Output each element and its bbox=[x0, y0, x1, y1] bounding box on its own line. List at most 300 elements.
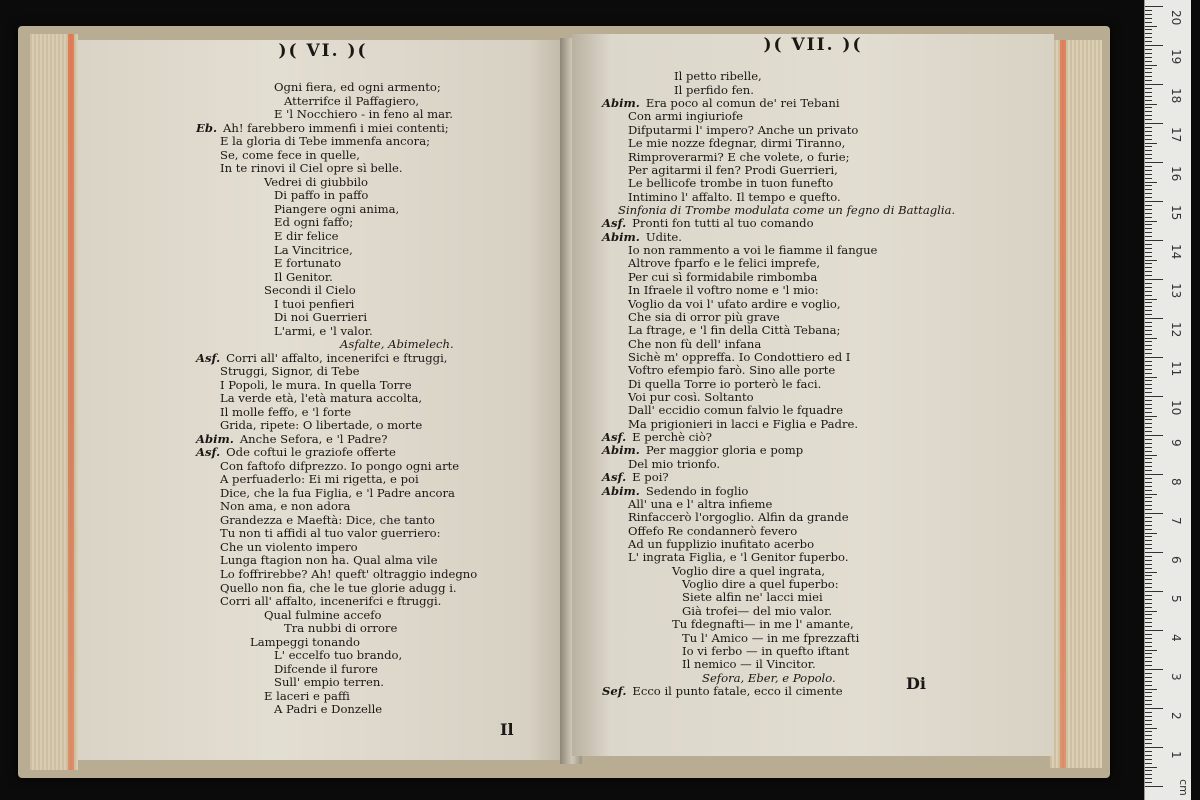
ruler-tick bbox=[1145, 400, 1152, 401]
verse-text: Vedrei di giubbilo bbox=[264, 174, 369, 189]
ruler-tick bbox=[1145, 408, 1152, 409]
ruler-tick bbox=[1145, 692, 1152, 693]
ruler-tick bbox=[1145, 302, 1152, 303]
ruler-tick bbox=[1145, 782, 1152, 783]
ruler-number: 11 bbox=[1169, 361, 1183, 377]
ruler-tick bbox=[1145, 252, 1152, 253]
verse-text: In te rinovi il Ciel opre sì belle. bbox=[220, 161, 403, 176]
verse-text: Se, come fece in quelle, bbox=[220, 147, 360, 162]
ruler-tick bbox=[1145, 650, 1157, 651]
verse-text: All' una e l' altra infieme bbox=[628, 496, 773, 511]
ruler-tick bbox=[1145, 88, 1152, 89]
verse-text: Di paffo in paffo bbox=[274, 188, 369, 203]
ruler-tick bbox=[1145, 720, 1152, 721]
ruler-tick bbox=[1145, 579, 1152, 580]
ruler-tick bbox=[1145, 447, 1152, 448]
verse-text: Tu fdegnafti— in me l' amante, bbox=[672, 617, 854, 632]
ruler-tick bbox=[1145, 26, 1157, 27]
speaker-label: Asf. bbox=[196, 350, 221, 365]
ruler-number: 14 bbox=[1169, 244, 1183, 260]
ruler-tick bbox=[1145, 330, 1152, 331]
ruler-tick bbox=[1145, 626, 1152, 627]
verse-text: E fortunato bbox=[274, 256, 342, 271]
ruler-tick bbox=[1145, 228, 1152, 229]
speaker-label: Sef. bbox=[602, 683, 627, 698]
ruler-tick bbox=[1145, 728, 1157, 729]
ruler-tick bbox=[1145, 599, 1152, 600]
verse-text: Atterrifce il Paffagiero, bbox=[284, 93, 420, 108]
ruler-tick bbox=[1145, 61, 1152, 62]
verse-text: Lunga ftagion non ha. Qual alma vile bbox=[220, 553, 438, 568]
verse-text: Grida, ripete: O libertade, o morte bbox=[220, 418, 423, 433]
ruler-tick bbox=[1145, 572, 1157, 573]
verse-text: Il nemico — il Vincitor. bbox=[682, 657, 816, 672]
ruler-tick bbox=[1145, 412, 1152, 413]
ruler-tick bbox=[1145, 166, 1152, 167]
ruler-tick bbox=[1145, 439, 1152, 440]
ruler-tick bbox=[1145, 497, 1152, 498]
ruler-tick bbox=[1145, 443, 1152, 444]
ruler-number: 15 bbox=[1169, 205, 1183, 221]
verse-text: Rinfaccerò l'orgoglio. Alfin da grande bbox=[628, 510, 849, 525]
ruler-tick bbox=[1145, 423, 1152, 424]
ruler-tick bbox=[1145, 575, 1152, 576]
verse-text: Del mio trionfo. bbox=[628, 456, 721, 471]
ruler-tick bbox=[1145, 92, 1152, 93]
ruler-number: 17 bbox=[1169, 127, 1183, 143]
ruler-tick bbox=[1145, 146, 1152, 147]
ruler-tick bbox=[1145, 583, 1152, 584]
ruler-number: 19 bbox=[1169, 49, 1183, 65]
ruler-tick bbox=[1145, 591, 1163, 592]
ruler-tick bbox=[1145, 267, 1152, 268]
ruler-tick bbox=[1145, 14, 1152, 15]
ruler-tick bbox=[1145, 751, 1152, 752]
ruler-tick bbox=[1145, 681, 1152, 682]
ruler-tick bbox=[1145, 334, 1152, 335]
verse-text: I tuoi penfieri bbox=[274, 296, 355, 311]
ruler-tick bbox=[1145, 224, 1152, 225]
ruler-tick bbox=[1145, 37, 1152, 38]
verse-text: Di quella Torre io porterò le faci. bbox=[628, 376, 822, 391]
ruler-tick bbox=[1145, 357, 1163, 358]
ruler-number: 18 bbox=[1169, 88, 1183, 104]
ruler-tick bbox=[1145, 189, 1152, 190]
ruler-tick bbox=[1145, 345, 1152, 346]
ruler-number: 3 bbox=[1169, 673, 1183, 681]
ruler-tick bbox=[1145, 622, 1152, 623]
ruler-tick bbox=[1145, 505, 1152, 506]
verse-text: Le bellicofe trombe in tuon funefto bbox=[628, 176, 834, 191]
ruler-tick bbox=[1145, 18, 1152, 19]
ruler-tick bbox=[1145, 275, 1152, 276]
ruler-tick bbox=[1145, 213, 1152, 214]
verse-text: Secondi il Cielo bbox=[264, 283, 356, 298]
verse-text: Le mie nozze fdegnar, dirmi Tiranno, bbox=[628, 136, 846, 151]
verse-text: Il molle feffo, e 'l forte bbox=[220, 404, 352, 419]
verse-text: Dall' eccidio comun falvio le fquadre bbox=[628, 403, 843, 418]
verse-text: Per maggior gloria e pomp bbox=[645, 443, 804, 458]
verse-text: Tu l' Amico — in me fprezzafti bbox=[682, 630, 860, 645]
ruler-tick bbox=[1145, 665, 1152, 666]
ruler-tick bbox=[1145, 568, 1152, 569]
ruler-tick bbox=[1145, 217, 1152, 218]
verse-text: Difputarmi l' impero? Anche un privato bbox=[628, 122, 859, 137]
catchword-right: Di bbox=[906, 674, 926, 693]
ruler-tick bbox=[1145, 478, 1152, 479]
ruler-tick bbox=[1145, 638, 1152, 639]
ruler-tick bbox=[1145, 29, 1152, 30]
ruler-tick bbox=[1145, 322, 1152, 323]
verse-text: Siete alfin ne' lacci miei bbox=[682, 590, 823, 605]
ruler-tick bbox=[1145, 131, 1152, 132]
verse-text: Con faftofo difprezzo. Io pongo ogni arte bbox=[220, 458, 460, 473]
ruler-tick bbox=[1145, 770, 1152, 771]
verse-text: Qual fulmine accefo bbox=[264, 607, 382, 622]
speaker-label: Abim. bbox=[602, 483, 640, 498]
ruler-number: 4 bbox=[1169, 634, 1183, 642]
ruler-number: 12 bbox=[1169, 322, 1183, 338]
verse-text: Ah! farebbero immenfi i miei contenti; bbox=[222, 120, 449, 135]
ruler-tick bbox=[1145, 45, 1163, 46]
ruler-tick bbox=[1145, 689, 1157, 690]
ruler-tick bbox=[1145, 661, 1152, 662]
ruler-tick bbox=[1145, 41, 1152, 42]
verse-text: L' eccelfo tuo brando, bbox=[274, 648, 403, 663]
ruler-tick bbox=[1145, 244, 1152, 245]
ruler-tick bbox=[1145, 365, 1152, 366]
ruler-tick bbox=[1145, 556, 1152, 557]
speaker-label: Eb. bbox=[196, 120, 217, 135]
ruler-tick bbox=[1145, 68, 1152, 69]
ruler-tick bbox=[1145, 587, 1152, 588]
stage-direction: Asfalte, Abimelech. bbox=[340, 337, 454, 352]
ruler-tick bbox=[1145, 377, 1157, 378]
ruler-tick bbox=[1145, 72, 1152, 73]
ruler-number: 1 bbox=[1169, 751, 1183, 759]
ruler-tick bbox=[1145, 735, 1152, 736]
speaker-label: Abim. bbox=[602, 96, 640, 111]
ruler-tick bbox=[1145, 100, 1152, 101]
ruler-tick bbox=[1145, 540, 1152, 541]
verse-text: E perchè ciò? bbox=[632, 430, 713, 445]
verse-text: Altrove fparfo e le felici imprefe, bbox=[628, 256, 821, 271]
ruler-tick bbox=[1145, 462, 1152, 463]
ruler-tick bbox=[1145, 326, 1152, 327]
ruler-tick bbox=[1145, 150, 1152, 151]
ruler-tick bbox=[1145, 178, 1152, 179]
ruler-tick bbox=[1145, 240, 1163, 241]
text-line bbox=[602, 684, 843, 700]
ruler-tick bbox=[1145, 739, 1152, 740]
ruler-tick bbox=[1145, 287, 1152, 288]
verse-text: L' ingrata Figlia, e 'l Genitor fuperbo. bbox=[628, 550, 849, 565]
verse-text: Io non rammento a voi le fiamme il fangue bbox=[628, 243, 878, 258]
ruler-number: 20 bbox=[1169, 10, 1183, 26]
ruler-tick bbox=[1145, 774, 1152, 775]
verse-text: Tu non ti affidi al tuo valor guerriero: bbox=[220, 526, 441, 541]
ruler-tick bbox=[1145, 435, 1163, 436]
verse-text: Pronti fon tutti al tuo comando bbox=[632, 216, 814, 231]
ruler-tick bbox=[1145, 111, 1152, 112]
ruler-tick bbox=[1145, 611, 1157, 612]
verse-text: Era poco al comun de' rei Tebani bbox=[645, 96, 840, 111]
verse-text: Corri all' affalto, incenerifci e ftruggi. bbox=[220, 594, 442, 609]
speaker-label: Asf. bbox=[602, 216, 627, 231]
ruler-tick bbox=[1145, 630, 1163, 631]
ruler-tick bbox=[1145, 513, 1163, 514]
ruler-tick bbox=[1145, 256, 1152, 257]
verse-text: Ode coftui le graziofe offerte bbox=[226, 445, 396, 460]
ruler-tick bbox=[1145, 33, 1152, 34]
ruler-tick bbox=[1145, 338, 1157, 339]
ruler-tick bbox=[1145, 123, 1163, 124]
ruler-tick bbox=[1145, 76, 1152, 77]
page-header-right: )( VII. )( bbox=[763, 35, 863, 55]
ruler-number: 13 bbox=[1169, 283, 1183, 299]
ruler-tick bbox=[1145, 22, 1152, 23]
ruler-tick bbox=[1145, 482, 1152, 483]
speaker-label: Abim. bbox=[602, 229, 640, 244]
verse-text: Voglio da voi l' ufato ardire e voglio, bbox=[628, 296, 841, 311]
ruler-tick bbox=[1145, 509, 1152, 510]
ruler-number: 10 bbox=[1169, 400, 1183, 416]
ruler-tick bbox=[1145, 763, 1152, 764]
verse-text: Piangere ogni anima, bbox=[274, 201, 400, 216]
verse-text: Il perfido fen. bbox=[674, 82, 754, 97]
ruler-tick bbox=[1145, 127, 1152, 128]
verse-text: E dir felice bbox=[274, 229, 339, 243]
verse-text: A perfuaderlo: Ei mi rigetta, e poi bbox=[220, 472, 419, 487]
ruler-tick bbox=[1145, 466, 1152, 467]
ruler-tick bbox=[1145, 260, 1157, 261]
ruler-tick bbox=[1145, 170, 1152, 171]
ruler-tick bbox=[1145, 743, 1152, 744]
ruler-tick bbox=[1145, 104, 1157, 105]
verse-text: E 'l Nocchiero - in feno al mar. bbox=[274, 107, 453, 122]
verse-text: Ed ogni faffo; bbox=[274, 215, 354, 230]
ruler-tick bbox=[1145, 419, 1152, 420]
verse-text: La ftrage, e 'l fin della Città Tebana; bbox=[628, 323, 841, 338]
ruler-tick bbox=[1145, 119, 1152, 120]
ruler-tick bbox=[1145, 96, 1152, 97]
ruler-tick bbox=[1145, 603, 1152, 604]
ruler-tick bbox=[1145, 6, 1163, 7]
ruler-tick bbox=[1145, 657, 1152, 658]
ruler-tick bbox=[1145, 299, 1157, 300]
ruler-tick bbox=[1145, 427, 1152, 428]
ruler-tick bbox=[1145, 755, 1152, 756]
ruler-tick bbox=[1145, 49, 1152, 50]
ruler-number: 7 bbox=[1169, 517, 1183, 525]
verse-text: E laceri e paffi bbox=[264, 688, 350, 703]
ruler-tick bbox=[1145, 747, 1163, 748]
ruler-tick bbox=[1145, 458, 1152, 459]
ruler-tick bbox=[1145, 451, 1152, 452]
ruler-unit: cm bbox=[1176, 779, 1190, 796]
verse-text: Che non fù dell' infana bbox=[628, 336, 762, 351]
verse-text: Che un violento impero bbox=[220, 539, 358, 554]
ruler-tick bbox=[1145, 716, 1152, 717]
verse-text: Il Genitor. bbox=[274, 269, 333, 284]
verse-text: Voglio dire a quel fuperbo: bbox=[682, 577, 839, 592]
ruler-tick bbox=[1145, 404, 1152, 405]
verse-text: Io vi ferbo — in quefto iftant bbox=[682, 643, 850, 658]
ruler-tick bbox=[1145, 53, 1152, 54]
ruler-tick bbox=[1145, 392, 1152, 393]
ruler-tick bbox=[1145, 416, 1157, 417]
ruler-tick bbox=[1145, 669, 1163, 670]
ruler-tick bbox=[1145, 595, 1152, 596]
verse-text: La Vincitrice, bbox=[274, 242, 353, 257]
ruler-tick bbox=[1145, 361, 1152, 362]
ruler-tick bbox=[1145, 295, 1152, 296]
ruler-tick bbox=[1145, 525, 1152, 526]
measuring-ruler bbox=[1144, 0, 1191, 800]
verse-text: Dice, che la fua Figlia, e 'l Padre ancora bbox=[220, 485, 455, 500]
speaker-label: Asf. bbox=[602, 430, 627, 445]
left-page bbox=[78, 40, 568, 760]
ruler-tick bbox=[1145, 201, 1163, 202]
ruler-tick bbox=[1145, 205, 1152, 206]
ruler-tick bbox=[1145, 162, 1163, 163]
ruler-tick bbox=[1145, 209, 1152, 210]
ruler-tick bbox=[1145, 564, 1152, 565]
ruler-tick bbox=[1145, 380, 1152, 381]
ruler-tick bbox=[1145, 174, 1152, 175]
ruler-tick bbox=[1145, 314, 1152, 315]
ruler-tick bbox=[1145, 310, 1152, 311]
verse-text: Grandezza e Maeftà: Dice, che tanto bbox=[220, 512, 435, 527]
ruler-tick bbox=[1145, 685, 1152, 686]
ruler-tick bbox=[1145, 271, 1152, 272]
ruler-tick bbox=[1145, 154, 1152, 155]
ruler-tick bbox=[1145, 431, 1152, 432]
ruler-tick bbox=[1145, 232, 1152, 233]
verse-text: E poi? bbox=[632, 470, 669, 485]
ruler-tick bbox=[1145, 696, 1152, 697]
verse-text: I Popoli, le mura. In quella Torre bbox=[220, 377, 412, 392]
ruler-tick bbox=[1145, 263, 1152, 264]
verse-text: In Ifraele il voftro nome e 'l mio: bbox=[628, 283, 819, 298]
ruler-number: 5 bbox=[1169, 595, 1183, 603]
ruler-tick bbox=[1145, 548, 1152, 549]
ruler-tick bbox=[1145, 646, 1152, 647]
ruler-tick bbox=[1145, 552, 1163, 553]
ruler-number: 16 bbox=[1169, 166, 1183, 182]
ruler-tick bbox=[1145, 341, 1152, 342]
ruler-tick bbox=[1145, 560, 1152, 561]
ruler-tick bbox=[1145, 197, 1152, 198]
ruler-tick bbox=[1145, 634, 1152, 635]
ruler-tick bbox=[1145, 318, 1163, 319]
ruler-tick bbox=[1145, 474, 1163, 475]
ruler-tick bbox=[1145, 521, 1152, 522]
verse-text: Sull' empio terren. bbox=[274, 675, 384, 690]
ruler-tick bbox=[1145, 704, 1152, 705]
speaker-label: Asf. bbox=[602, 470, 627, 485]
ruler-tick bbox=[1145, 494, 1157, 495]
verse-text: Intimino l' affalto. Il tempo e quefto. bbox=[628, 189, 841, 204]
ruler-tick bbox=[1145, 529, 1152, 530]
stage-direction: Sefora, Eber, e Popolo. bbox=[702, 670, 836, 685]
ruler-tick bbox=[1145, 396, 1163, 397]
verse-text: Voi pur così. Soltanto bbox=[628, 390, 754, 405]
verse-text: Già trofei— del mio valor. bbox=[682, 603, 833, 618]
verse-text: Ad un fupplizio inufitato acerbo bbox=[628, 536, 815, 551]
ruler-number: 8 bbox=[1169, 478, 1183, 486]
speaker-label: Abim. bbox=[196, 431, 234, 446]
ruler-tick bbox=[1145, 182, 1157, 183]
ruler-number: 2 bbox=[1169, 712, 1183, 720]
ruler-tick bbox=[1145, 236, 1152, 237]
ruler-tick bbox=[1145, 673, 1152, 674]
ruler-tick bbox=[1145, 778, 1152, 779]
verse-text: L'armi, e 'l valor. bbox=[274, 323, 373, 338]
ruler-tick bbox=[1145, 767, 1157, 768]
verse-text: Ma prigionieri in lacci e Figlia e Padre. bbox=[628, 416, 859, 431]
ruler-tick bbox=[1145, 470, 1152, 471]
verse-text: Voglio dire a quel ingrata, bbox=[672, 563, 826, 578]
ruler-tick bbox=[1145, 283, 1152, 284]
left-leaf-edges bbox=[30, 34, 78, 770]
verse-text: Sedendo in foglio bbox=[645, 483, 749, 498]
ruler-tick bbox=[1145, 158, 1152, 159]
verse-text: Per agitarmi il fen? Prodi Guerrieri, bbox=[628, 162, 838, 177]
verse-text: Udite. bbox=[645, 229, 682, 244]
verse-text: Con armi ingiuriofe bbox=[628, 109, 743, 124]
ruler-tick bbox=[1145, 455, 1157, 456]
ruler-tick bbox=[1145, 80, 1152, 81]
ruler-tick bbox=[1145, 84, 1163, 85]
verse-text: Ogni fiera, ed ogni armento; bbox=[274, 80, 441, 95]
ruler-tick bbox=[1145, 248, 1152, 249]
ruler-tick bbox=[1145, 193, 1152, 194]
ruler-tick bbox=[1145, 279, 1163, 280]
ruler-tick bbox=[1145, 373, 1152, 374]
right-page bbox=[572, 34, 1054, 756]
ruler-tick bbox=[1145, 614, 1152, 615]
ruler-tick bbox=[1145, 139, 1152, 140]
verse-text: Non ama, e non adora bbox=[220, 499, 351, 514]
ruler-tick bbox=[1145, 107, 1152, 108]
ruler-tick bbox=[1145, 533, 1157, 534]
ruler-tick bbox=[1145, 65, 1157, 66]
ruler-tick bbox=[1145, 143, 1157, 144]
verse-text: Tra nubbi di orrore bbox=[284, 621, 398, 636]
ruler-tick bbox=[1145, 607, 1152, 608]
verse-text: Per cui sì formidabile rimbomba bbox=[628, 269, 818, 284]
ruler-tick bbox=[1145, 544, 1152, 545]
ruler-tick bbox=[1145, 700, 1152, 701]
verse-text: Anche Sefora, e 'l Padre? bbox=[239, 431, 388, 446]
ruler-tick bbox=[1145, 712, 1152, 713]
ruler-tick bbox=[1145, 486, 1152, 487]
verse-text: Lampeggi tonando bbox=[250, 634, 361, 649]
verse-text: Il petto ribelle, bbox=[674, 69, 762, 84]
ruler-tick bbox=[1145, 369, 1152, 370]
catchword-left: Il bbox=[500, 720, 514, 739]
ruler-tick bbox=[1145, 618, 1152, 619]
ruler-tick bbox=[1145, 759, 1152, 760]
ruler-tick bbox=[1145, 731, 1152, 732]
verse-text: Lo foffrirebbe? Ah! queft' oltraggio indegno bbox=[220, 567, 478, 581]
ruler-tick bbox=[1145, 306, 1152, 307]
ruler-tick bbox=[1145, 291, 1152, 292]
ruler-tick bbox=[1145, 653, 1152, 654]
verse-text: Di noi Guerrieri bbox=[274, 310, 368, 325]
ruler-tick bbox=[1145, 536, 1152, 537]
